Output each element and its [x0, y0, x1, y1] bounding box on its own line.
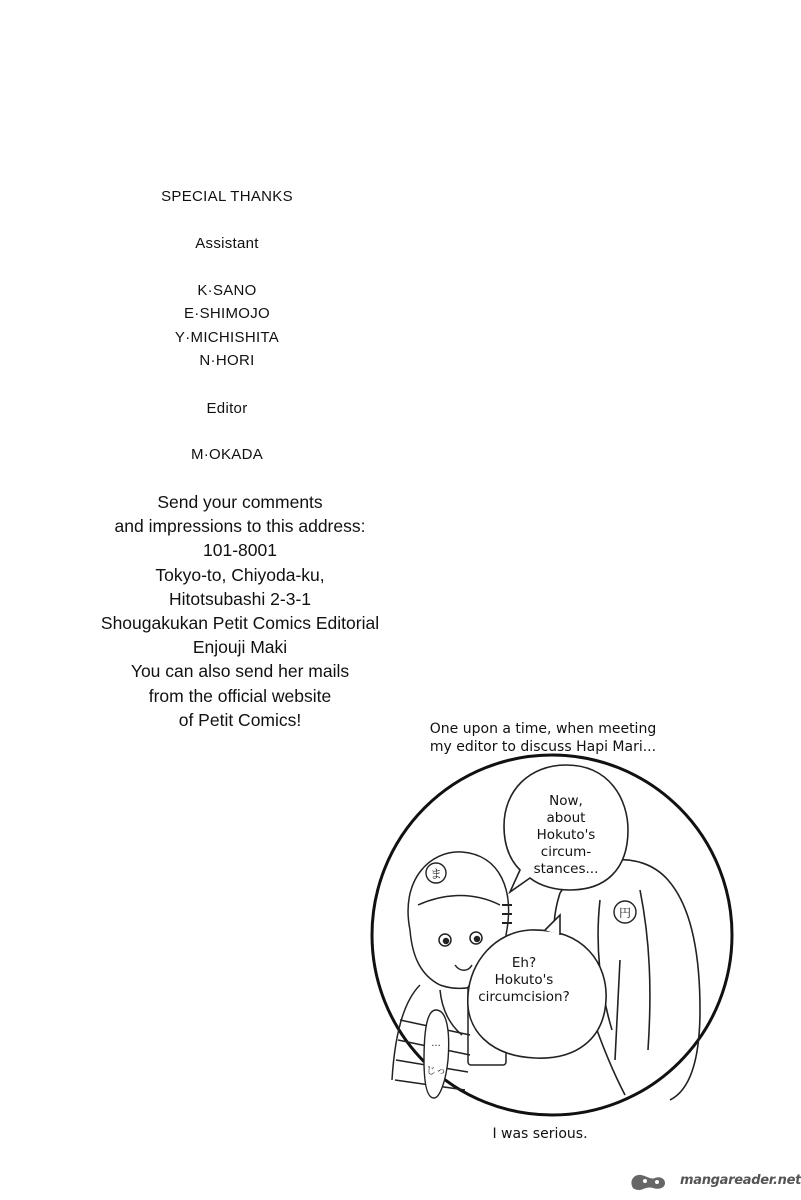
address-line: Shougakukan Petit Comics Editorial [100, 613, 380, 634]
caption-bottom: I was serious. [492, 1126, 588, 1142]
editor-bubble-text [515, 793, 617, 878]
address-line: Enjouji Maki [192, 637, 288, 658]
bubble-line: Hokuto's [536, 827, 596, 843]
shock-lines [502, 905, 512, 923]
bubble-line: circumcision? [478, 989, 570, 1005]
bubble-line: about [546, 810, 586, 826]
editor-name: M·OKADA [190, 446, 264, 463]
bubble-line: Now, [549, 793, 583, 809]
address-line: Tokyo-to, Chiyoda-ku, [155, 564, 325, 585]
bubble-line: circum- [540, 844, 592, 860]
special-thanks-heading: SPECIAL THANKS [161, 188, 293, 205]
author-bubble-text [450, 955, 598, 1006]
sfx-bubble [424, 1010, 449, 1098]
sfx-dots: ... [431, 1038, 441, 1049]
assistant-name: N·HORI [199, 352, 255, 369]
author-badge-glyph: ま [429, 867, 443, 881]
editor-badge-glyph: 円 [618, 906, 632, 920]
bubble-line: stances... [533, 861, 599, 877]
bubble-line: Eh? [511, 955, 537, 971]
caption-top [398, 720, 688, 756]
address-line: and impressions to this address: [114, 516, 366, 537]
caption-line: One upon a time, when meeting [429, 721, 657, 737]
assistant-name: Y·MICHISHITA [174, 329, 280, 346]
assistant-label: Assistant [195, 235, 259, 252]
author-name-badge [426, 863, 446, 883]
address-line: Send your comments [157, 492, 323, 512]
sfx-small-text: じっ [426, 1066, 446, 1077]
assistant-name: K·SANO [197, 282, 257, 299]
caption-line: my editor to discuss Hapi Mari... [429, 739, 657, 755]
editor-label: Editor [206, 400, 248, 417]
bubble-line: Hokuto's [494, 972, 554, 988]
watermark-text: mangareader.net [680, 1173, 801, 1188]
assistant-name: E·SHIMOJO [183, 305, 271, 322]
editor-name-badge [614, 901, 636, 923]
address-line: You can also send her mails [130, 661, 350, 682]
address-line: 101-8001 [203, 540, 277, 561]
address-line: of Petit Comics! [178, 709, 302, 730]
address-line: Hitotsubashi 2-3-1 [168, 588, 312, 609]
address-line: from the official website [148, 685, 332, 706]
